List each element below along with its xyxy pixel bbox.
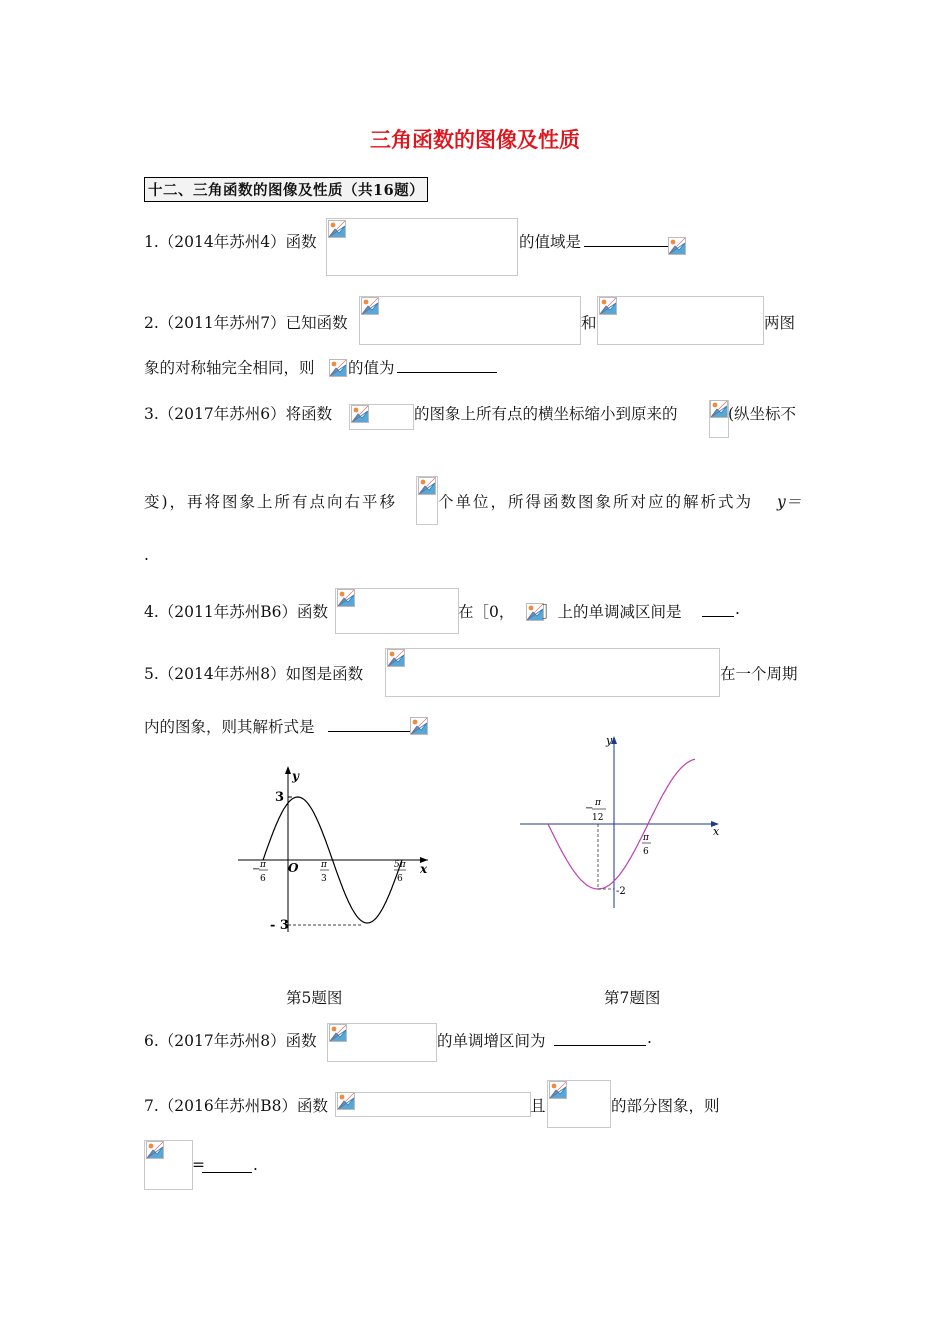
image-placeholder-icon [329,1024,347,1042]
origin-label: O [288,861,299,875]
image-placeholder-icon [329,359,347,377]
image-placeholder-icon [337,1092,355,1110]
q4-prefix: 4.（2011年苏州B6）函数 [144,603,328,621]
q1-middle: 的值域是 [519,233,582,251]
image-placeholder-icon [599,297,617,315]
formula-image [597,296,764,345]
q1-prefix: 1.（2014年苏州4）函数 [144,233,317,251]
image-placeholder-icon [410,717,428,735]
y-min-label: - 3 [270,918,289,933]
page-title: 三角函数的图像及性质 [370,127,580,152]
tick-pi3-num: π [321,860,327,870]
figure-5-caption: 第5题图 [286,989,343,1007]
image-placeholder-icon [146,1141,164,1159]
figure-7-graph [515,732,730,912]
answer-blank [554,1045,646,1046]
tick-pos-den: 6 [643,847,649,857]
tick-neg-num: π [595,798,601,808]
image-placeholder-icon [387,649,405,667]
tick-neg-den: 6 [260,874,266,884]
q7-eq: = [192,1156,205,1174]
tick-pos-num: π [643,833,649,843]
section-heading: 十二、三角函数的图像及性质（共16题） [144,177,428,202]
y-axis-arrow [285,766,291,774]
y-axis-label: y [606,734,613,747]
q6-end: . [647,1029,652,1047]
q2-prefix: 2.（2011年苏州7）已知函数 [144,314,348,332]
formula-image [326,218,518,276]
q2-line2b: 的值为 [348,359,395,377]
q5-line2: 内的图象，则其解析式是 [144,718,315,736]
y-max-label: 3 [275,790,285,805]
q2-line2a: 象的对称轴完全相同，则 [144,359,315,377]
formula-image [359,296,581,345]
tick-neg-sign: − [252,864,261,875]
q4-tail: ］上的单调减区间是 [542,603,682,621]
y-min-label: -2 [616,886,626,897]
q7-tail: 的部分图象，则 [611,1097,720,1115]
answer-blank [584,246,668,247]
q6-prefix: 6.（2017年苏州8）函数 [144,1032,317,1050]
tick-neg-sign: − [585,803,594,814]
answer-blank [702,616,734,617]
q7-prefix: 7.（2016年苏州B8）函数 [144,1097,328,1115]
answer-blank [328,731,410,732]
x-axis-label: x [713,825,720,838]
tick-pi3-den: 3 [321,874,327,884]
q7-and: 且 [530,1097,546,1115]
q3-y-eq: y＝ [777,493,802,511]
q3-line2b: 个单位，所得函数图象所对应的解析式为 [438,493,754,511]
y-axis-label: y [292,769,299,783]
image-placeholder-icon [361,297,379,315]
q5-tail: 在一个周期 [720,665,798,683]
image-placeholder-icon [549,1081,567,1099]
q4-middle: 在［0， [458,603,515,621]
image-placeholder-icon [328,220,346,238]
q3-tail: (纵坐标不 [728,405,797,423]
tick-neg-num: π [260,860,266,870]
q6-tail: 的单调增区间为 [437,1032,546,1050]
answer-blank [202,1172,252,1173]
q4-end: . [735,600,740,618]
formula-image [335,1092,531,1117]
q7-end: . [253,1156,258,1174]
figure-5-graph [230,760,440,940]
q2-and: 和 [581,314,597,332]
q3-line2a: 变)，再将图象上所有点向右平移 [144,493,398,511]
formula-image [385,648,720,697]
tick-neg-den: 12 [592,813,604,823]
q3-dot: . [144,546,149,564]
tick-5pi6-den: 6 [397,874,403,884]
image-placeholder-icon [351,405,369,423]
image-placeholder-icon [337,589,355,607]
image-placeholder-icon [710,400,728,418]
q5-prefix: 5.（2014年苏州8）如图是函数 [144,665,364,683]
image-placeholder-icon [418,477,436,495]
q3-middle: 的图象上所有点的横坐标缩小到原来的 [414,405,678,423]
q2-tail: 两图 [764,314,796,332]
figure-7-caption: 第7题图 [604,989,661,1007]
answer-blank [397,372,497,373]
x-axis-label: x [420,862,428,876]
tick-5pi6-num: 5π [394,860,406,870]
image-placeholder-icon [668,237,686,255]
q3-prefix: 3.（2017年苏州6）将函数 [144,405,333,423]
